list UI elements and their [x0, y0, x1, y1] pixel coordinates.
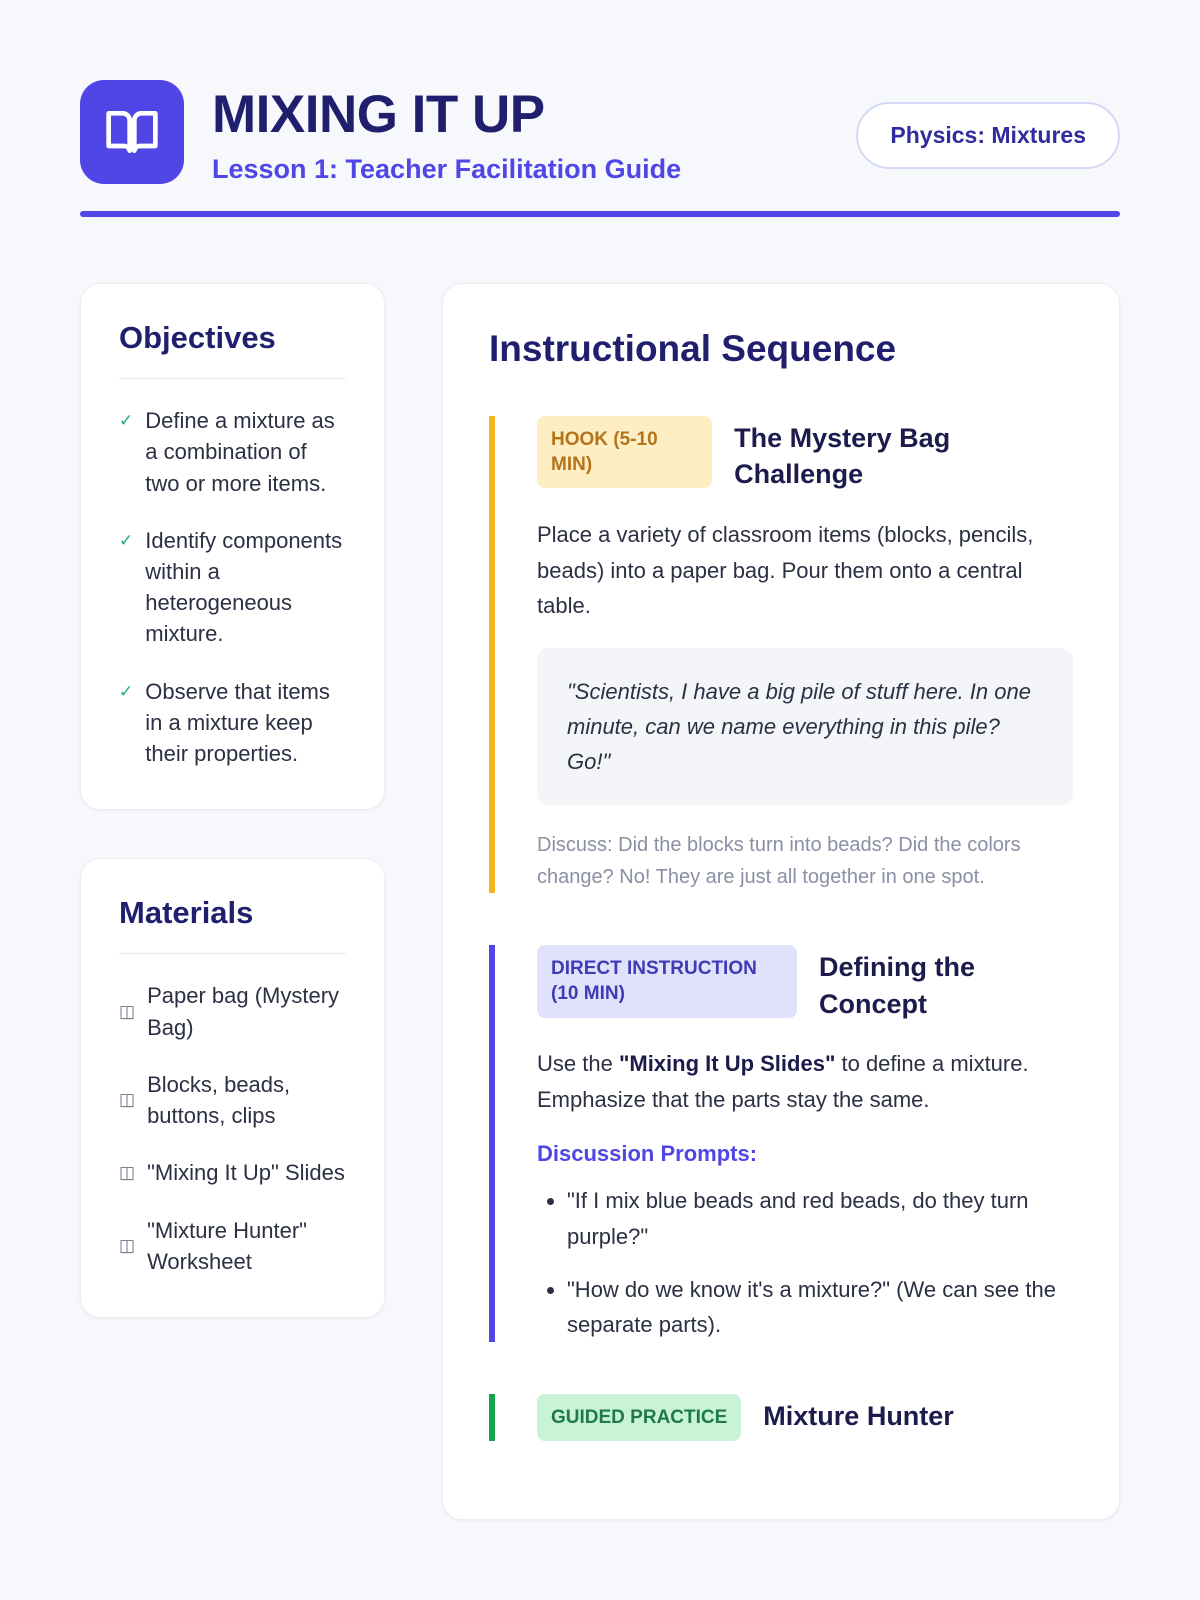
- cube-icon: ◫: [119, 1162, 136, 1182]
- segment-title: Mixture Hunter: [763, 1401, 954, 1432]
- segment-title: Defining the Concept: [819, 952, 975, 1019]
- objectives-list: [119, 405, 346, 769]
- materials-card: [80, 858, 385, 1318]
- segment-guided-practice: [489, 1394, 1073, 1441]
- list-item: [119, 525, 346, 650]
- segment-note: Discuss: Did the blocks turn into beads? Did the colors change? No! They are just all together in one spot.: [537, 834, 1021, 889]
- segment-body: Place a variety of classroom items (blocks, pencils, beads) into a paper bag. Pour them onto a central table.: [537, 521, 1034, 619]
- materials-divider: [119, 953, 346, 954]
- segment-body-bold: "Mixing It Up Slides": [618, 1051, 836, 1077]
- segment-title: The Mystery Bag Challenge: [734, 423, 951, 490]
- page-header: [80, 80, 1120, 211]
- discussion-prompts-list: [537, 1183, 1073, 1342]
- sidebar: [80, 283, 385, 1318]
- content-grid: [80, 283, 1120, 1520]
- list-item: [119, 1069, 346, 1131]
- segment-header: [537, 945, 1073, 1022]
- segment-body-post: to define a mixture. Emphasize that the parts stay the same.: [537, 1051, 1029, 1112]
- page-subtitle: Lesson 1: Teacher Facilitation Guide: [212, 154, 682, 185]
- cube-icon: ◫: [119, 1090, 136, 1110]
- segment-tag: HOOK (5-10 MIN): [537, 416, 712, 488]
- objectives-divider: [119, 378, 346, 379]
- page-title: MIXING IT UP: [212, 85, 545, 144]
- segment-body-pre: Use the: [537, 1051, 619, 1077]
- list-item: • "If I mix blue beads and red beads, do they turn purple?": [567, 1183, 1073, 1253]
- segment-body: [537, 1046, 1073, 1117]
- material-text: "Mixture Hunter" Worksheet: [147, 1217, 307, 1274]
- title-block: [212, 80, 828, 185]
- check-icon: ✓: [119, 411, 134, 431]
- check-icon: ✓: [119, 530, 134, 550]
- segment-header: [537, 416, 1073, 493]
- segment-tag: GUIDED PRACTICE: [537, 1394, 741, 1441]
- list-item: [119, 1215, 346, 1277]
- materials-title: Materials: [119, 895, 254, 931]
- segment-header: [537, 1394, 1073, 1441]
- list-item: [119, 980, 346, 1042]
- cube-icon: ◫: [119, 1235, 136, 1255]
- header-divider: [80, 211, 1120, 217]
- material-text: Paper bag (Mystery Bag): [147, 983, 340, 1040]
- objective-text: Identify components within a heterogeneous mixture.: [145, 527, 343, 647]
- instructional-sequence-card: [442, 283, 1120, 1520]
- cube-icon: ◫: [119, 1001, 136, 1021]
- list-item: [119, 405, 346, 499]
- objectives-title: Objectives: [119, 320, 276, 356]
- list-item: [119, 1157, 346, 1188]
- book-icon: [80, 80, 184, 184]
- objective-text: Observe that items in a mixture keep their properties.: [145, 678, 330, 767]
- material-text: "Mixing It Up" Slides: [147, 1160, 345, 1186]
- teacher-script-quote: "Scientists, I have a big pile of stuff here. In one minute, can we name everything in this pile? Go!": [537, 648, 1073, 806]
- segment-direct-instruction: [489, 945, 1073, 1342]
- section-title: Instructional Sequence: [489, 328, 897, 370]
- list-item: [119, 676, 346, 770]
- material-text: Blocks, beads, buttons, clips: [147, 1071, 291, 1129]
- objectives-card: [80, 283, 385, 810]
- segment-hook: [489, 416, 1073, 893]
- segment-tag: DIRECT INSTRUCTION (10 MIN): [537, 945, 797, 1017]
- discussion-prompts-label: Discussion Prompts:: [537, 1141, 758, 1167]
- list-item: • "How do we know it's a mixture?" (We can see the separate parts).: [567, 1272, 1073, 1342]
- check-icon: ✓: [119, 681, 134, 701]
- objective-text: Define a mixture as a combination of two or more items.: [145, 408, 335, 496]
- subject-badge: Physics: Mixtures: [856, 102, 1120, 169]
- materials-list: [119, 980, 346, 1277]
